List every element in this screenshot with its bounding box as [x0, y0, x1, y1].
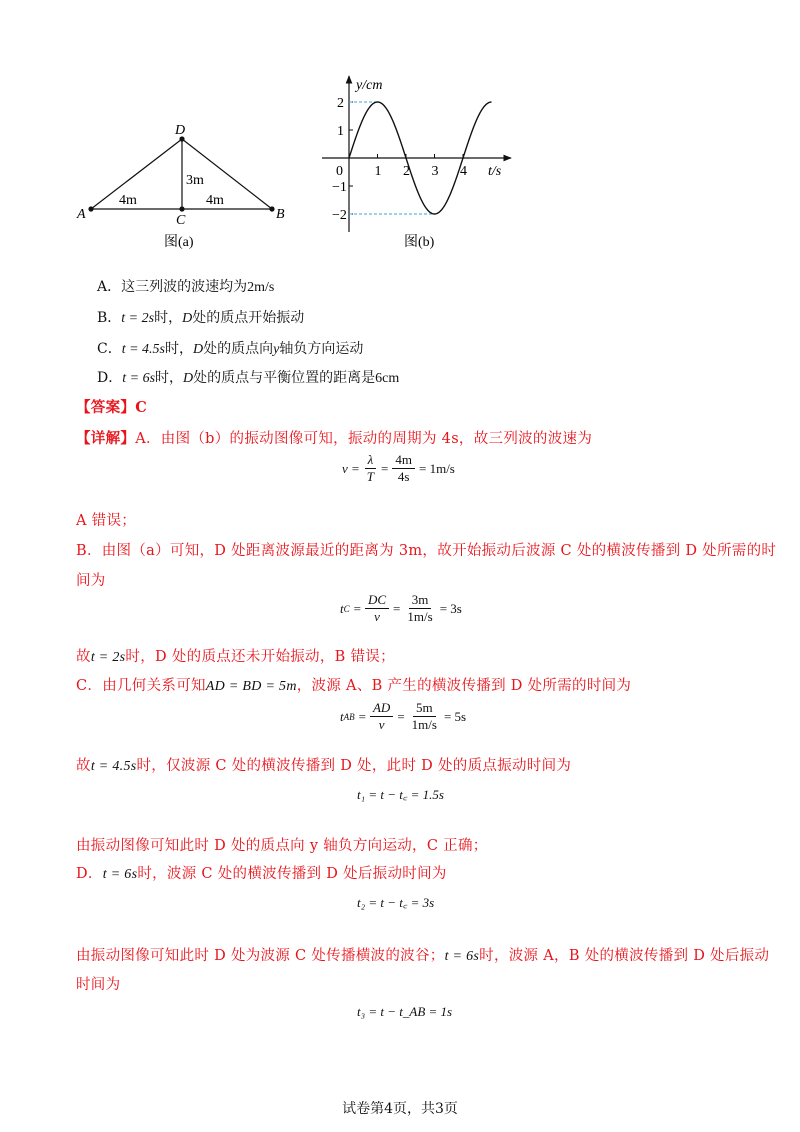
- answer-label: 【答案】: [76, 399, 136, 416]
- solution-p5: [76, 645, 395, 666]
- eq1-rhs: = 1m/s: [419, 460, 455, 476]
- eq3-num1: AD: [370, 700, 393, 717]
- solution-label: 【详解】: [76, 430, 136, 447]
- figure-a-caption: 图(a): [164, 235, 194, 250]
- solution-p5b: 时，D 处的质点还未开始振动，B 错误；: [125, 649, 395, 665]
- eq3-den1: v: [378, 717, 385, 732]
- eq2-equals: =: [393, 600, 401, 616]
- solution-p1: A．由图（b）的振动图像可知，振动的周期为 4s，故三列波的波速为: [135, 431, 593, 447]
- eq3-lhs: t: [340, 708, 344, 724]
- option-a-text: 这三列波的波速均为: [121, 279, 248, 295]
- eq3-frac2: [409, 700, 440, 733]
- eq1-lhs: v =: [342, 460, 360, 476]
- option-c-text3: 轴负方向运动: [279, 341, 364, 357]
- option-b-formula: t = 2s: [121, 311, 155, 326]
- eq2-num2: 3m: [409, 592, 432, 609]
- equation-t3: t₃ = t − t_AB = 1s: [357, 1004, 453, 1019]
- equation-wave-speed: [342, 452, 455, 485]
- option-d-text: 时，: [155, 370, 184, 386]
- solution-p7: [76, 754, 571, 775]
- point-a-dot: [88, 206, 93, 211]
- solution-p4: 间为: [76, 573, 106, 589]
- option-b-letter: B．: [97, 310, 122, 326]
- option-b: [97, 307, 304, 327]
- y-axis-label: y/cm: [356, 78, 383, 93]
- x-tick-label: 4: [460, 164, 467, 179]
- point-b-label: B: [276, 207, 285, 222]
- solution-p3: B．由图（a）可知，D 处距离波源最近的距离为 3m，故开始振动后波源 C 处的横波传播到 D 处所需的时: [76, 543, 777, 559]
- solution-p8: 由振动图像可知此时 D 处的质点向 y 轴负方向运动，C 正确；: [76, 838, 488, 854]
- solution-p7b: 时，仅波源 C 处的横波传播到 D 处，此时 D 处的质点振动时间为: [136, 758, 572, 774]
- eq1-equals: =: [381, 460, 389, 476]
- option-b-text: 时，: [154, 310, 183, 326]
- solution-p5a: 故: [76, 649, 91, 665]
- figures: [0, 0, 800, 260]
- eq1-den1: T: [366, 469, 375, 484]
- cb-length-label: 4m: [206, 193, 224, 208]
- option-c-formula: t = 4.5s: [121, 342, 166, 357]
- eq2-lhs: t: [340, 600, 344, 616]
- point-c-dot: [179, 206, 184, 211]
- x-tick-label: 1: [374, 164, 382, 179]
- figure-a: [76, 123, 285, 250]
- option-d-formula: t = 6s: [122, 371, 156, 386]
- eq1-frac2: [392, 452, 415, 485]
- eq3-num2: 5m: [413, 700, 436, 717]
- option-c-text2: 处的质点向: [203, 341, 274, 357]
- eq2-frac1: [365, 592, 389, 625]
- option-c-d: D: [193, 342, 204, 357]
- solution-p10b: 时，波源 A，B 处的横波传播到 D 处后振动: [479, 948, 770, 964]
- point-b-dot: [269, 206, 274, 211]
- solution-p6: [76, 674, 631, 695]
- x-tick-label: 2: [403, 164, 410, 179]
- solution-p6a: C．由几何关系可知: [76, 678, 206, 694]
- y-tick-label: −1: [332, 180, 347, 195]
- option-d: [97, 367, 399, 387]
- solution-p7a: 故: [76, 758, 91, 774]
- solution-p11: 时间为: [76, 977, 121, 993]
- eq2-eq0: =: [353, 600, 361, 616]
- t-axis-label: t/s: [488, 164, 502, 179]
- y-tick-label: 1: [337, 124, 344, 139]
- solution-p10a: 由振动图像可知此时 D 处为波源 C 处传播横波的波谷；: [76, 948, 445, 964]
- eq2-num1: DC: [365, 592, 389, 609]
- y-tick-label: 2: [337, 96, 344, 111]
- eq1-den2: 4s: [397, 469, 410, 484]
- option-c-letter: C．: [97, 341, 122, 357]
- eq2-rhs: = 3s: [439, 600, 462, 616]
- eq1-num1: λ: [365, 452, 377, 469]
- solution-p9a: D．: [76, 866, 103, 882]
- origin-label: 0: [336, 164, 343, 179]
- x-tick-label: 3: [431, 164, 439, 179]
- point-a-label: A: [77, 207, 86, 222]
- equation-t2: t₂ = t − t꜀ = 3s: [357, 895, 435, 910]
- solution-p9b: 时，波源 C 处的横波传播到 D 处后振动时间为: [137, 866, 447, 882]
- page-footer: 试卷第4页，共3页: [342, 1101, 458, 1117]
- option-c-text: 时，: [165, 341, 194, 357]
- solution-p6b: ，波源 A、B 产生的横波传播到 D 处所需的时间为: [296, 678, 632, 694]
- option-d-text2: 处的质点与平衡位置的距离是: [193, 370, 376, 386]
- option-a-letter: A．: [97, 279, 122, 295]
- ac-length-label: 4m: [119, 193, 137, 208]
- equation-t1: t₁ = t − t꜀ = 1.5s: [357, 787, 444, 802]
- solution-p9: [76, 862, 447, 883]
- solution-p7-formula: t = 4.5s: [90, 759, 137, 774]
- point-c-label: C: [176, 213, 186, 228]
- solution-p5-formula: t = 2s: [90, 650, 126, 665]
- option-c-y: y: [273, 342, 280, 357]
- option-a-formula: 2m/s: [247, 280, 275, 295]
- eq2-frac2: [404, 592, 435, 625]
- option-d-d: D: [183, 371, 194, 386]
- eq2-sub: C: [343, 603, 350, 614]
- option-a: [97, 276, 274, 296]
- equation-tc: [340, 592, 462, 625]
- eq1-num2: 4m: [392, 452, 415, 469]
- cd-length-label: 3m: [186, 173, 204, 188]
- eq2-den1: v: [374, 609, 380, 624]
- answer-line: [76, 396, 147, 417]
- y-tick-label: −2: [332, 208, 347, 223]
- option-d-value: 6cm: [375, 371, 400, 386]
- solution-p2: A 错误；: [76, 513, 137, 529]
- eq3-den2: 1m/s: [411, 717, 437, 732]
- solution-p6-formula: AD = BD = 5m: [205, 679, 297, 694]
- option-d-letter: D．: [97, 370, 123, 386]
- figure-b: [322, 76, 511, 250]
- eq3-rhs: = 5s: [443, 708, 467, 724]
- option-b-text2: 处的质点开始振动: [192, 310, 305, 326]
- eq3-equals: =: [397, 708, 405, 724]
- eq3-frac1: [370, 700, 393, 733]
- solution-line-1: [76, 427, 592, 448]
- point-d-label: D: [175, 123, 186, 138]
- option-b-d: D: [182, 311, 193, 326]
- eq2-den2: 1m/s: [407, 609, 433, 624]
- option-c: [97, 338, 363, 358]
- solution-p10-formula: t = 6s: [444, 949, 480, 964]
- answer-value: C: [135, 399, 148, 416]
- solution-p10: [76, 944, 769, 965]
- eq1-frac1: [364, 452, 377, 485]
- eq3-sub: AB: [343, 711, 355, 722]
- equation-tab: [340, 700, 466, 733]
- solution-p9-formula: t = 6s: [102, 867, 138, 882]
- eq3-eq0: =: [358, 708, 366, 724]
- figure-b-caption: 图(b): [404, 235, 435, 250]
